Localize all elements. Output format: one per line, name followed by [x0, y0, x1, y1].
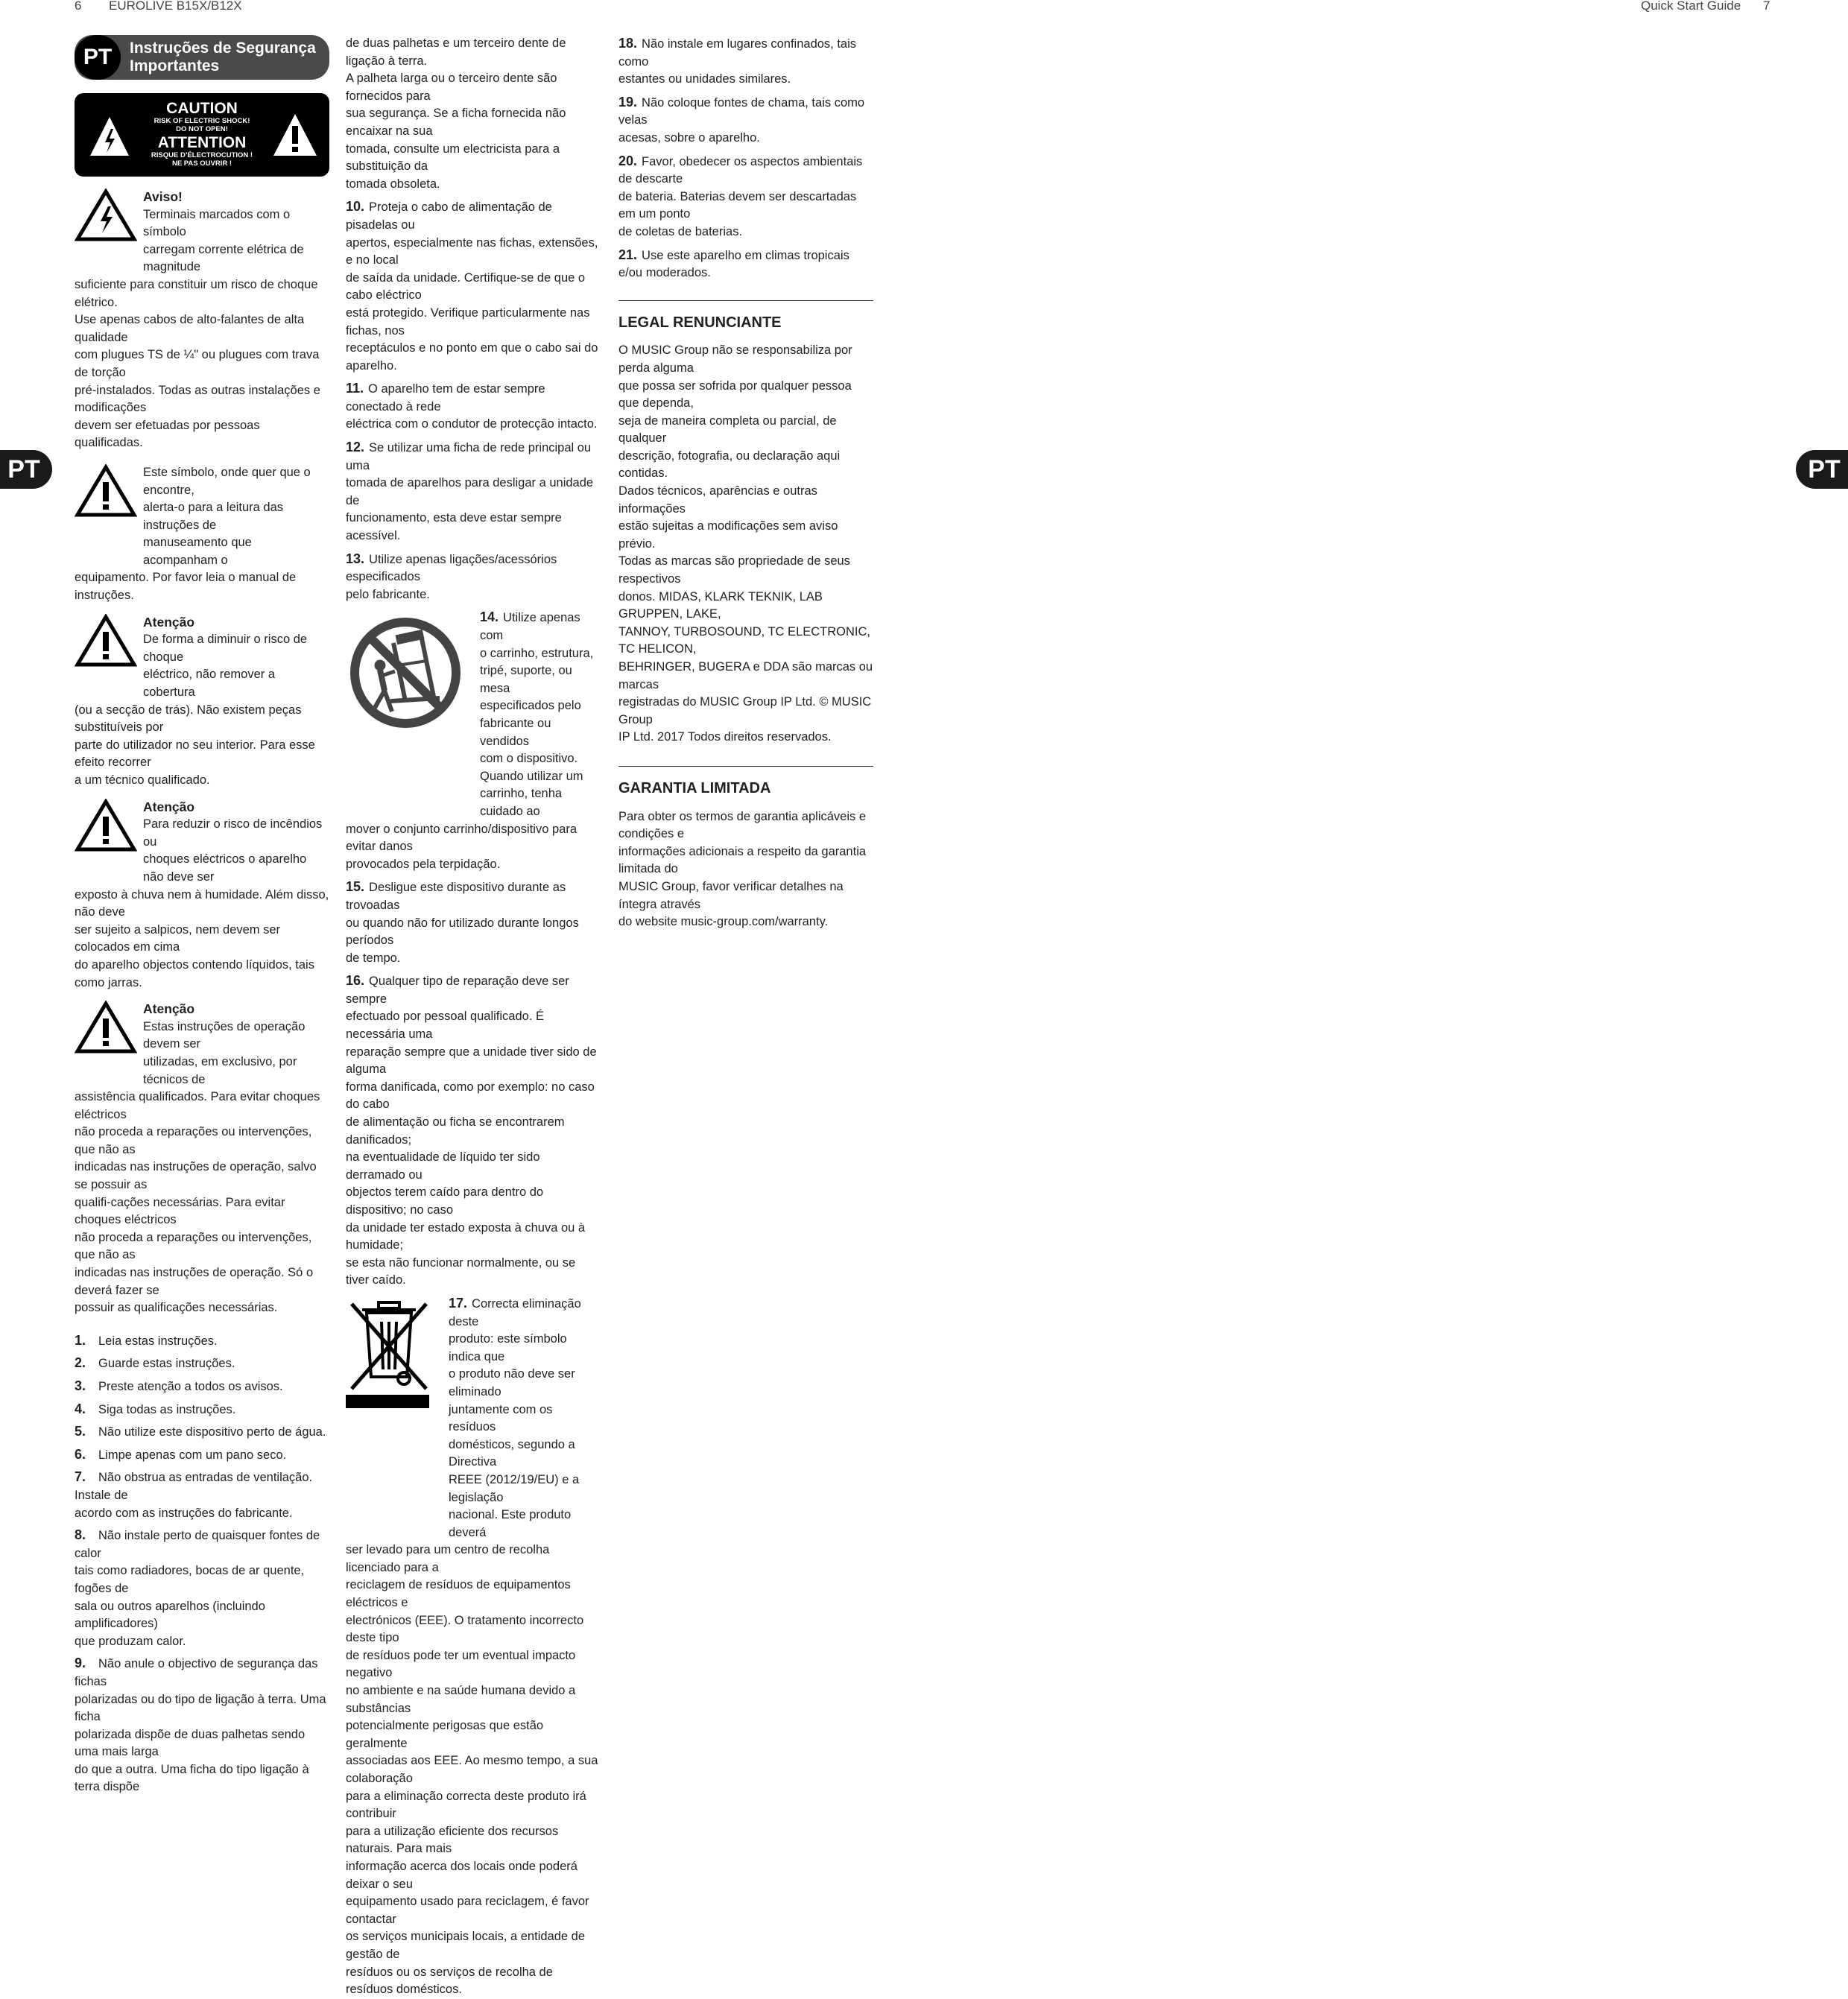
item-text: forma danificada, como por exemplo: no caso do cabo: [346, 1080, 595, 1112]
item-text: Utilize apenas ligações/acessórios especificados: [346, 552, 557, 584]
exclamation-triangle-icon: [75, 1001, 137, 1054]
item-number: 4.: [75, 1401, 86, 1416]
caution-title: CAUTION: [166, 100, 238, 117]
symbol-block: Este símbolo, onde quer que o encontre, alerta-o para a leitura das instruções de manuseamento que acompanham o equipamento. Por favor leia o manual de instruções.: [75, 465, 311, 603]
text-line: os serviços municipais locais, a entidade de gestão de: [346, 1930, 586, 1961]
text-line: do website music-group.com/warranty.: [618, 915, 829, 929]
item-number: 3.: [75, 1378, 86, 1393]
list-item: [618, 153, 873, 241]
item-number: 10.: [346, 199, 365, 215]
item-text: tais como radiadores, bocas de ar quente, fogões de: [75, 1564, 305, 1595]
item-number: 12.: [346, 440, 365, 455]
item-number: 19.: [618, 94, 638, 110]
item-number: 13.: [346, 551, 365, 566]
legal-title: LEGAL RENUNCIANTE: [618, 314, 782, 331]
list-item: [75, 1355, 329, 1373]
list-item: [75, 1655, 329, 1796]
text-line: Dados técnicos, aparências e outras informações: [618, 484, 817, 516]
text-line: tomada obsoleta.: [346, 177, 440, 191]
item-text: do que a outra. Uma ficha do tipo ligação à terra dispõe: [75, 1762, 309, 1794]
item-text: sala ou outros aparelhos (incluindo amplificadores): [75, 1599, 265, 1631]
item-text: Proteja o cabo de alimentação de pisadelas ou: [346, 200, 552, 232]
item-text: ou quando não for utilizado durante longos períodos: [346, 916, 579, 948]
text-line: para a eliminação correcta deste produto irá contribuir: [346, 1789, 586, 1821]
text-line: ser levado para um centro de recolha licenciado para a: [346, 1543, 550, 1574]
item-text: apertos, especialmente nas fichas, extensões, e no local: [346, 235, 598, 267]
section-heading: Instruções de Segurança Importantes: [130, 39, 316, 75]
list-item: [75, 1378, 329, 1396]
item-17: 17. Correcta eliminação deste produto: este símbolo indica que o produto não deve ser eliminado juntamente com os resíduos domésticos, segundo a Directiva REEE (2012/19/EU) e a legislação nacional. Este produto deverá ser levado para um centro de recolha licenciado para a reciclagem de resíduos de equipamentos eléctricos e electrónicos (EEE). O tratamento incorrecto deste tipo de resíduos pode ter um eventual impacto negativo no ambiente e na saúde humana devido a substâncias potencialmente perigosas que estão geralmente associadas aos EEE. Ao mesmo tempo, a sua colaboração para a eliminação correcta deste produto irá contribuir para a utilização eficiente dos recursos naturais. Para mais informação acerca dos locais onde poderá deixar o seu equipamento usado para reciclagem, é favor contactar os serviços municipais locais, a entidade de gestão de resíduos ou os serviços de recolha de resíduos domésticos.: [346, 1295, 599, 1999]
text-line: Todas as marcas são propriedade de seus respectivos: [618, 554, 850, 586]
item-text: Desligue este dispositivo durante as trovoadas: [346, 881, 566, 912]
instructions-list-15-16: [346, 878, 599, 1290]
item-text: acesas, sobre o aparelho.: [618, 130, 760, 145]
text-line: A palheta larga ou o terceiro dente são fornecidos para: [346, 72, 557, 103]
item-text: de saída da unidade. Certifique-se de que o cabo eléctrico: [346, 270, 586, 302]
attention-title: ATTENTION: [157, 134, 247, 151]
text-line: estão sujeitas a modificações sem aviso prévio.: [618, 519, 838, 551]
text-line: associadas aos EEE. Ao mesmo tempo, a sua colaboração: [346, 1754, 598, 1785]
item-number: 9.: [75, 1656, 86, 1671]
item-number: 2.: [75, 1355, 86, 1371]
text-line: seja de maneira completa ou parcial, de qualquer: [618, 414, 837, 446]
item-text: Se utilizar uma ficha de rede principal ou uma: [346, 441, 592, 472]
item-text: se esta não funcionar normalmente, ou se tiver caído.: [346, 1255, 576, 1287]
item-text: Preste atenção a todos os avisos.: [98, 1380, 283, 1393]
item-text: que produzam calor.: [75, 1634, 186, 1648]
text-line: sua segurança. Se a ficha fornecida não encaixar na sua: [346, 107, 566, 138]
list-item: [346, 380, 599, 434]
item-number: 6.: [75, 1446, 86, 1462]
left-page-number: 6: [75, 0, 82, 13]
warranty-text: [618, 808, 873, 931]
item-14: 14. Utilize apenas com o carrinho, estrutura, tripé, suporte, ou mesa especificados pelo fabricante ou vendidos com o dispositivo. Quando utilizar um carrinho, tenha cuidado ao mover o conjunto carrinho/dispositivo para evitar danos provocados pela terpidação.: [346, 609, 594, 871]
item-number: 1.: [75, 1332, 86, 1348]
item-text: de alimentação ou ficha se encontrarem danificados;: [346, 1115, 565, 1147]
text-line: no ambiente e na saúde humana devido a substâncias: [346, 1684, 576, 1715]
item-number: 20.: [618, 153, 638, 168]
text-line: que possa ser sofrida por qualquer pessoa que dependa,: [618, 378, 852, 411]
text-line: para a utilização eficiente dos recursos naturais. Para mais: [346, 1824, 559, 1856]
text-line: IP Ltd. 2017 Todos direitos reservados.: [618, 730, 832, 744]
text-line: donos. MIDAS, KLARK TEKNIK, LAB GRUPPEN, LAKE,: [618, 589, 823, 621]
item-number: 16.: [346, 973, 365, 989]
item-text: Não anule o objectivo de segurança das fichas: [75, 1657, 318, 1688]
legal-text: [618, 342, 873, 747]
item-text: estantes ou unidades similares.: [618, 72, 791, 86]
item-number: 7.: [75, 1469, 86, 1485]
list-item: [618, 94, 873, 148]
list-item: [75, 1332, 329, 1351]
list-item: [346, 439, 599, 545]
text-line: informações adicionais a respeito da garantia limitada do: [618, 844, 867, 876]
text-line: potencialmente perigosas que estão geralmente: [346, 1719, 544, 1750]
item-text: eléctrica com o condutor de protecção intacto.: [346, 417, 598, 431]
column-3: [618, 35, 873, 931]
exclamation-triangle-icon: [75, 464, 137, 518]
item-text: pelo fabricante.: [346, 587, 430, 601]
list-item: [75, 1401, 329, 1419]
item-text: polarizada dispõe de duas palhetas sendo uma mais larga: [75, 1727, 306, 1759]
item-text: Não utilize este dispositivo perto de água.: [98, 1425, 326, 1439]
right-page-number: 7: [1763, 0, 1771, 13]
instructions-list-10-13: [346, 198, 599, 603]
item-text: da unidade ter estado exposta à chuva ou à humidade;: [346, 1220, 586, 1252]
item-text: reparação sempre que a unidade tiver sido de alguma: [346, 1045, 597, 1077]
item-text: Não coloque fontes de chama, tais como velas: [618, 95, 865, 127]
list-item: [618, 247, 873, 282]
text-line: tomada, consulte um electricista para a substituição da: [346, 142, 560, 174]
item-text: polarizadas ou do tipo de ligação à terra. Uma ficha: [75, 1692, 326, 1724]
item-text: e/ou moderados.: [618, 266, 711, 280]
instructions-list: [75, 1332, 329, 1796]
item-text: Use este aparelho em climas tropicais: [642, 248, 849, 262]
text-line: informação acerca dos locais onde poderá deixar o seu: [346, 1859, 578, 1891]
column-1: [75, 35, 329, 1801]
divider: [618, 300, 873, 301]
item-text: receptáculos e no ponto em que o cabo sai do aparelho.: [346, 341, 598, 373]
item-text: efectuado por pessoal qualificado. É necessária uma: [346, 1010, 545, 1042]
item-text: funcionamento, esta deve estar sempre acessível.: [346, 511, 562, 543]
electric-shock-triangle-icon: [75, 189, 137, 242]
list-item: [75, 1446, 329, 1465]
section-heading-bar: [75, 35, 329, 80]
item-text: objectos terem caído para dentro do dispositivo; no caso: [346, 1185, 544, 1217]
text-line: descrição, fotografia, ou declaração aqui contidas.: [618, 449, 841, 481]
divider: [618, 766, 873, 767]
text-line: reciclagem de resíduos de equipamentos eléctricos e: [346, 1578, 571, 1610]
item-text: Leia estas instruções.: [98, 1334, 218, 1348]
text-line: TANNOY, TURBOSOUND, TC ELECTRONIC, TC HELICON,: [618, 624, 870, 656]
text-line: de duas palhetas e um terceiro dente de ligação à terra.: [346, 37, 566, 68]
item-text: Não instale perto de quaisquer fontes de calor: [75, 1529, 320, 1560]
item-text: Limpe apenas com um pano seco.: [98, 1448, 287, 1462]
text-line: MUSIC Group, favor verificar detalhes na íntegra através: [618, 879, 844, 911]
item-text: de bateria. Baterias devem ser descartadas em um ponto: [618, 189, 857, 221]
instructions-list-18-21: [618, 35, 873, 282]
continued-paragraph: [346, 35, 599, 193]
item-text: Qualquer tipo de reparação deve ser sempre: [346, 975, 569, 1006]
list-item: [618, 35, 873, 89]
caution-label: CAUTION RISK OF ELECTRIC SHOCK! DO NOT OPEN! ATTENTION RISQUE D’ÉLECTROCUTION ! NE PAS OUVRIR !: [75, 93, 329, 177]
atencao-block-1: Atenção De forma a diminuir o risco de choque eléctrico, não remover a cobertura (ou a secção de trás). Não existem peças substituíveis por parte do utilizador no seu interior. Para esse efeito recorrer a um técnico qualificado.: [75, 614, 315, 787]
item-text: Não instale em lugares confinados, tais como: [618, 37, 857, 69]
atencao-block-3: Atenção Estas instruções de operação devem ser utilizadas, em exclusivo, por técnicos de assistência qualificados. Para evitar choques eléctricos não proceda a reparações ou intervenções, que não as indicadas nas instruções de operação, salvo se possuir as qualifi-cações necessárias. Para evitar choques eléctricos não proceda a reparações ou intervenções, que não as indicadas nas instruções de operação. Só o deverá fazer se possuir as qualificações necessárias.: [75, 1001, 320, 1315]
item-text: na eventualidade de líquido ter sido derramado ou: [346, 1150, 540, 1182]
cart-tipover-warning-icon: [346, 613, 465, 732]
warranty-title: GARANTIA LIMITADA: [618, 779, 771, 796]
exclamation-triangle-icon: [75, 614, 137, 668]
text-line: BEHRINGER, BUGERA e DDA são marcas ou marcas: [618, 660, 873, 691]
text-line: registradas do MUSIC Group IP Ltd. © MUSIC Group: [618, 695, 872, 726]
item-text: está protegido. Verifique particularmente nas fichas, nos: [346, 305, 590, 338]
item-number: 11.: [346, 381, 364, 396]
item-number: 18.: [618, 36, 638, 51]
item-text: O aparelho tem de estar sempre conectado à rede: [346, 382, 545, 414]
text-line: resíduos ou os serviços de recolha de resíduos domésticos.: [346, 1965, 553, 1997]
atencao-block-2: Atenção Para reduzir o risco de incêndios ou choques eléctricos o aparelho não deve ser exposto à chuva nem à humidade. Além disso, não deve ser sujeito a salpicos, nem devem ser colocados em cima do aparelho objectos contendo líquidos, tais como jarras.: [75, 799, 329, 989]
list-item: [75, 1423, 329, 1442]
list-item: [75, 1469, 329, 1522]
list-item: [346, 972, 599, 1290]
item-text: de tempo.: [346, 951, 401, 965]
weee-crossed-bin-icon: [346, 1299, 432, 1411]
aviso-block: Aviso! Terminais marcados com o símbolo carregam corrente elétrica de magnitude suficiente para constituir um risco de choque elétrico. Use apenas cabos de alto-falantes de alta qualidade com plugues TS de ¼" ou plugues com trava de torção pré-instalados. Todas as outras instalações e modificações devem ser efetuadas por pessoas qualificadas.: [75, 189, 320, 450]
item-text: Guarde estas instruções.: [98, 1357, 235, 1371]
text-line: O MUSIC Group não se responsabiliza por perda alguma: [618, 343, 852, 375]
item-text: de coletas de baterias.: [618, 224, 743, 238]
column-2: [346, 35, 599, 1999]
item-number: 15.: [346, 879, 365, 895]
item-text: tomada de aparelhos para desligar a unidade de: [346, 476, 594, 507]
list-item: [75, 1527, 329, 1650]
text-line: equipamento usado para reciclagem, é favor contactar: [346, 1895, 589, 1926]
item-text: Siga todas as instruções.: [98, 1402, 236, 1416]
text-line: de resíduos pode ter um eventual impacto negativo: [346, 1648, 576, 1680]
right-language-tab: PT: [1796, 450, 1848, 489]
exclamation-triangle-icon: [75, 799, 137, 852]
item-text: acordo com as instruções do fabricante.: [75, 1506, 293, 1520]
language-code: PT: [75, 35, 121, 80]
text-line: electrónicos (EEE). O tratamento incorrecto deste tipo: [346, 1613, 584, 1645]
list-item: [346, 878, 599, 967]
text-line: Para obter os termos de garantia aplicáveis e condições e: [618, 809, 867, 841]
list-item: [346, 198, 599, 375]
right-page-title: Quick Start Guide: [1641, 0, 1741, 13]
item-text: Não obstrua as entradas de ventilação. Instale de: [75, 1471, 313, 1502]
left-page-title: EUROLIVE B15X/B12X: [109, 0, 242, 13]
item-number: 5.: [75, 1424, 86, 1439]
item-text: Favor, obedecer os aspectos ambientais de descarte: [618, 154, 863, 186]
left-language-tab: PT: [0, 450, 52, 489]
item-number: 21.: [618, 247, 638, 262]
item-number: 8.: [75, 1527, 86, 1543]
list-item: [346, 551, 599, 604]
